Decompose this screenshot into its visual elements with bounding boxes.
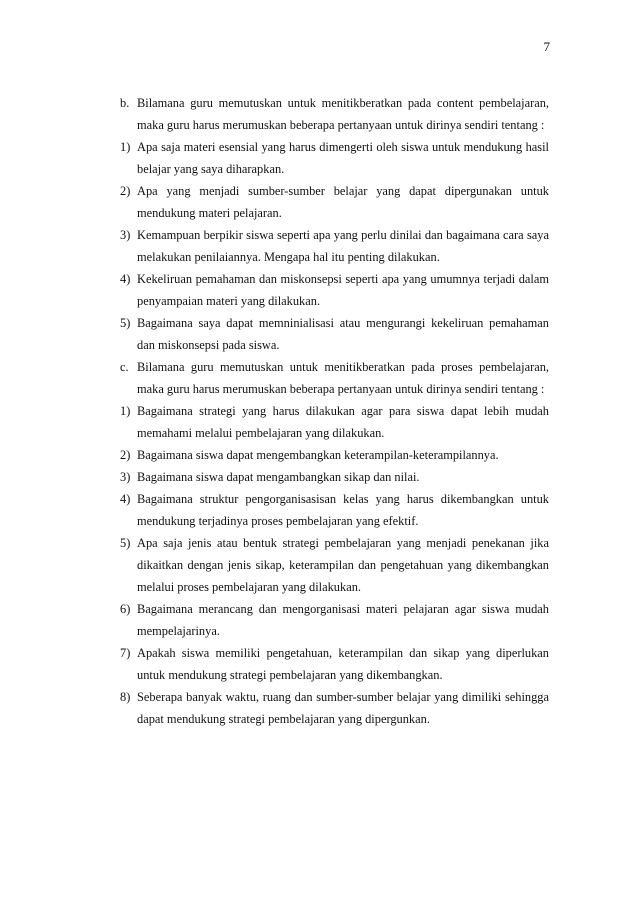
list-item — [120, 400, 549, 444]
list-item-text: Bagaimana strategi yang harus dilakukan agar para siswa dapat lebih mudah memahami melalui pembelajaran yang dilakukan. — [137, 404, 549, 440]
list-item-text: Seberapa banyak waktu, ruang dan sumber-sumber belajar yang dimiliki sehingga dapat mendukung strategi pembelajaran yang dipergunkan. — [137, 690, 549, 726]
list-item-text: Apa saja materi esensial yang harus dimengerti oleh siswa untuk mendukung hasil belajar yang saya diharapkan. — [137, 140, 549, 176]
list-item-text: Apa saja jenis atau bentuk strategi pembelajaran yang menjadi penekanan jika dikaitkan dengan jenis sikap, keterampilan dan pengetahuan yang dikembangkan melalui proses pembelajaran yang dilakukan. — [137, 536, 549, 594]
list-item-marker: 5) — [120, 536, 131, 550]
list-item — [120, 488, 549, 532]
list-item-marker: 2) — [120, 448, 131, 462]
section-c — [120, 356, 549, 400]
section-c-text: Bilamana guru memutuskan untuk menitikberatkan pada proses pembelajaran, maka guru harus merumuskan beberapa pertanyaan untuk dirinya sendiri tentang : — [137, 360, 549, 396]
list-item-text: Kemampuan berpikir siswa seperti apa yang perlu dinilai dan bagaimana cara saya melakukan penilaiannya. Mengapa hal itu penting dilakukan. — [137, 228, 549, 264]
list-item-text: Bagaimana merancang dan mengorganisasi materi pelajaran agar siswa mudah mempelajarinya. — [137, 602, 549, 638]
list-item — [120, 444, 549, 466]
list-item-marker: 4) — [120, 492, 131, 506]
list-item-text: Bagaimana siswa dapat mengambangkan sikap dan nilai. — [137, 470, 420, 484]
list-item-marker: 8) — [120, 690, 131, 704]
page-body — [120, 92, 549, 730]
list-item — [120, 136, 549, 180]
section-b-marker: b. — [120, 96, 130, 110]
list-item-text: Bagaimana saya dapat memninialisasi atau mengurangi kekeliruan pemahaman dan miskonsepsi pada siswa. — [137, 316, 549, 352]
list-item-text: Apakah siswa memiliki pengetahuan, keterampilan dan sikap yang diperlukan untuk mendukung strategi pembelajaran yang dikembangkan. — [137, 646, 549, 682]
list-item — [120, 224, 549, 268]
list-item-marker: 3) — [120, 228, 131, 242]
list-item-marker: 6) — [120, 602, 131, 616]
list-item — [120, 598, 549, 642]
list-item — [120, 642, 549, 686]
list-item-marker: 3) — [120, 470, 131, 484]
list-item-text: Apa yang menjadi sumber-sumber belajar yang dapat dipergunakan untuk mendukung materi pelajaran. — [137, 184, 549, 220]
list-item-marker: 5) — [120, 316, 131, 330]
list-item — [120, 180, 549, 224]
section-c-marker: c. — [120, 360, 129, 374]
list-item-text: Kekeliruan pemahaman dan miskonsepsi seperti apa yang umumnya terjadi dalam penyampaian materi yang dilakukan. — [137, 272, 549, 308]
list-item-text: Bagaimana siswa dapat mengembangkan keterampilan-keterampilannya. — [137, 448, 499, 462]
list-item-marker: 4) — [120, 272, 131, 286]
list-item-marker: 1) — [120, 140, 131, 154]
list-item-marker: 1) — [120, 404, 131, 418]
section-b-text: Bilamana guru memutuskan untuk menitikberatkan pada content pembelajaran, maka guru harus merumuskan beberapa pertanyaan untuk dirinya sendiri tentang : — [137, 96, 549, 132]
list-item — [120, 312, 549, 356]
list-item — [120, 466, 549, 488]
list-item — [120, 268, 549, 312]
list-item-marker: 7) — [120, 646, 131, 660]
list-item-text: Bagaimana struktur pengorganisasisan kelas yang harus dikembangkan untuk mendukung terjadinya proses pembelajaran yang efektif. — [137, 492, 549, 528]
page-number: 7 — [543, 39, 550, 54]
list-item — [120, 686, 549, 730]
list-item-marker: 2) — [120, 184, 131, 198]
section-b — [120, 92, 549, 136]
list-item — [120, 532, 549, 598]
